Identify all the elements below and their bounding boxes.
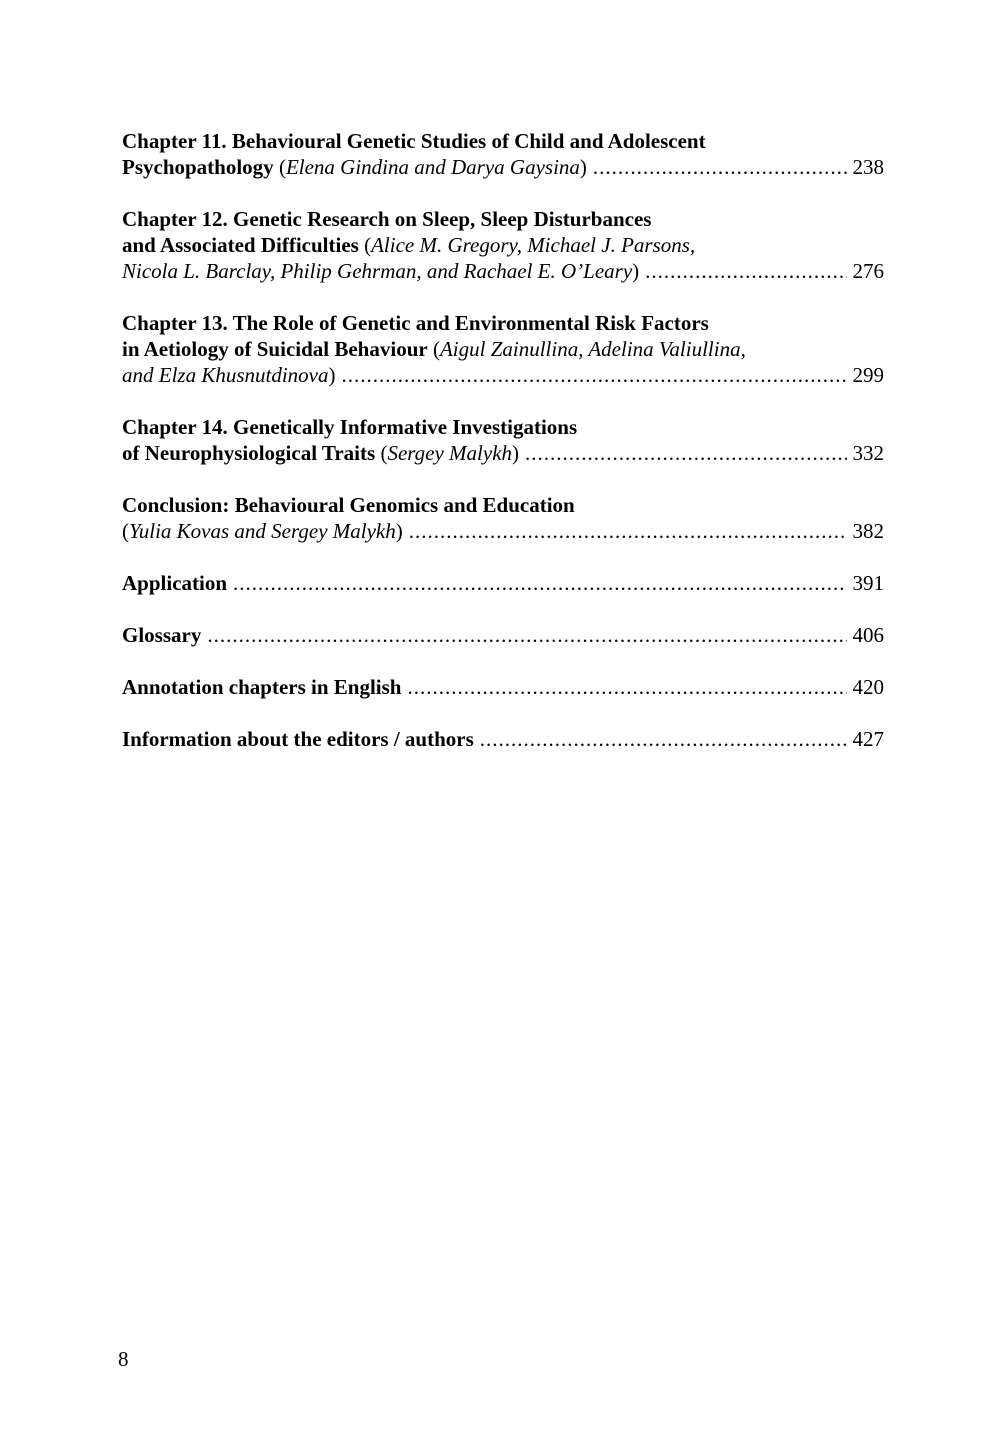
entry-page-number: 299 [852, 363, 884, 387]
entry-authors: Alice M. Gregory, Michael J. Parsons, [371, 233, 696, 257]
dot-leader [233, 570, 846, 596]
dot-leader [593, 154, 847, 180]
dot-leader [525, 440, 846, 466]
dot-leader [407, 674, 846, 700]
toc-entry-annotation[interactable] [122, 674, 884, 700]
entry-title-line: Conclusion: Behavioural Genomics and Education [122, 493, 575, 517]
entry-authors: Nicola L. Barclay, Philip Gehrman, and Rachael E. O’Leary [122, 259, 633, 283]
entry-page-number: 276 [852, 259, 884, 283]
entry-title-line: in Aetiology of Suicidal Behaviour [122, 337, 428, 361]
entry-title-line: of Neurophysiological Traits [122, 441, 376, 465]
dot-leader [207, 622, 846, 648]
toc-entry-chapter-12[interactable]: Chapter 12. Genetic Research on Sleep, Sleep Disturbances and Associated Difficulties (Alice M. Gregory, Michael J. Parsons, Nicola L. Barclay, Philip Gehrman, and Rachael E. O’Leary) ..... 276 [122, 206, 884, 284]
entry-page-number: 420 [852, 675, 884, 699]
entry-title-line: Chapter 11. Behavioural Genetic Studies of Child and Adolescent [122, 129, 706, 153]
page-number: 8 [118, 1347, 129, 1371]
entry-title-line: Chapter 14. Genetically Informative Investigations [122, 415, 578, 439]
entry-title-line: Application [122, 571, 228, 595]
dot-leader [409, 518, 847, 544]
entry-page-number: 406 [852, 623, 884, 647]
table-of-contents [122, 128, 884, 778]
entry-title-line: Psychopathology [122, 155, 274, 179]
entry-title-line: Annotation chapters in English [122, 675, 402, 699]
toc-entry-editors-info[interactable] [122, 726, 884, 752]
toc-entry-application[interactable] [122, 570, 884, 596]
entry-authors: Sergey Malykh [387, 441, 513, 465]
entry-page-number: 427 [852, 727, 884, 751]
dot-leader [342, 362, 847, 388]
entry-page-number: 391 [852, 571, 884, 595]
entry-authors: and Elza Khusnutdinova [122, 363, 329, 387]
entry-authors: Yulia Kovas and Sergey Malykh [129, 519, 396, 543]
entry-page-number: 332 [852, 441, 884, 465]
toc-entry-chapter-11[interactable]: Chapter 11. Behavioural Genetic Studies of Child and Adolescent Psychopathology (Elena Gindina and Darya Gaysina) ..... 238 [122, 128, 884, 180]
entry-title-line: Information about the editors / authors [122, 727, 474, 751]
entry-authors: Elena Gindina and Darya Gaysina [285, 155, 580, 179]
dot-leader [480, 726, 847, 752]
entry-title-line: Chapter 13. The Role of Genetic and Environmental Risk Factors [122, 311, 709, 335]
entry-page-number: 382 [852, 519, 884, 543]
entry-title-line: Glossary [122, 623, 202, 647]
dot-leader [645, 258, 846, 284]
toc-entry-conclusion[interactable]: Conclusion: Behavioural Genomics and Education (Yulia Kovas and Sergey Malykh) ..... 382 [122, 492, 884, 544]
entry-page-number: 238 [852, 155, 884, 179]
toc-entry-chapter-13[interactable]: Chapter 13. The Role of Genetic and Environmental Risk Factors in Aetiology of Suicidal Behaviour (Aigul Zainullina, Adelina Valiullina, and Elza Khusnutdinova) ..... 299 [122, 310, 884, 388]
toc-entry-glossary[interactable] [122, 622, 884, 648]
entry-title-line: Chapter 12. Genetic Research on Sleep, Sleep Disturbances [122, 207, 652, 231]
toc-entry-chapter-14[interactable]: Chapter 14. Genetically Informative Investigations of Neurophysiological Traits (Sergey Malykh) ..... 332 [122, 414, 884, 466]
entry-title-line: and Associated Difficulties [122, 233, 359, 257]
entry-authors: Aigul Zainullina, Adelina Valiullina, [439, 337, 746, 361]
